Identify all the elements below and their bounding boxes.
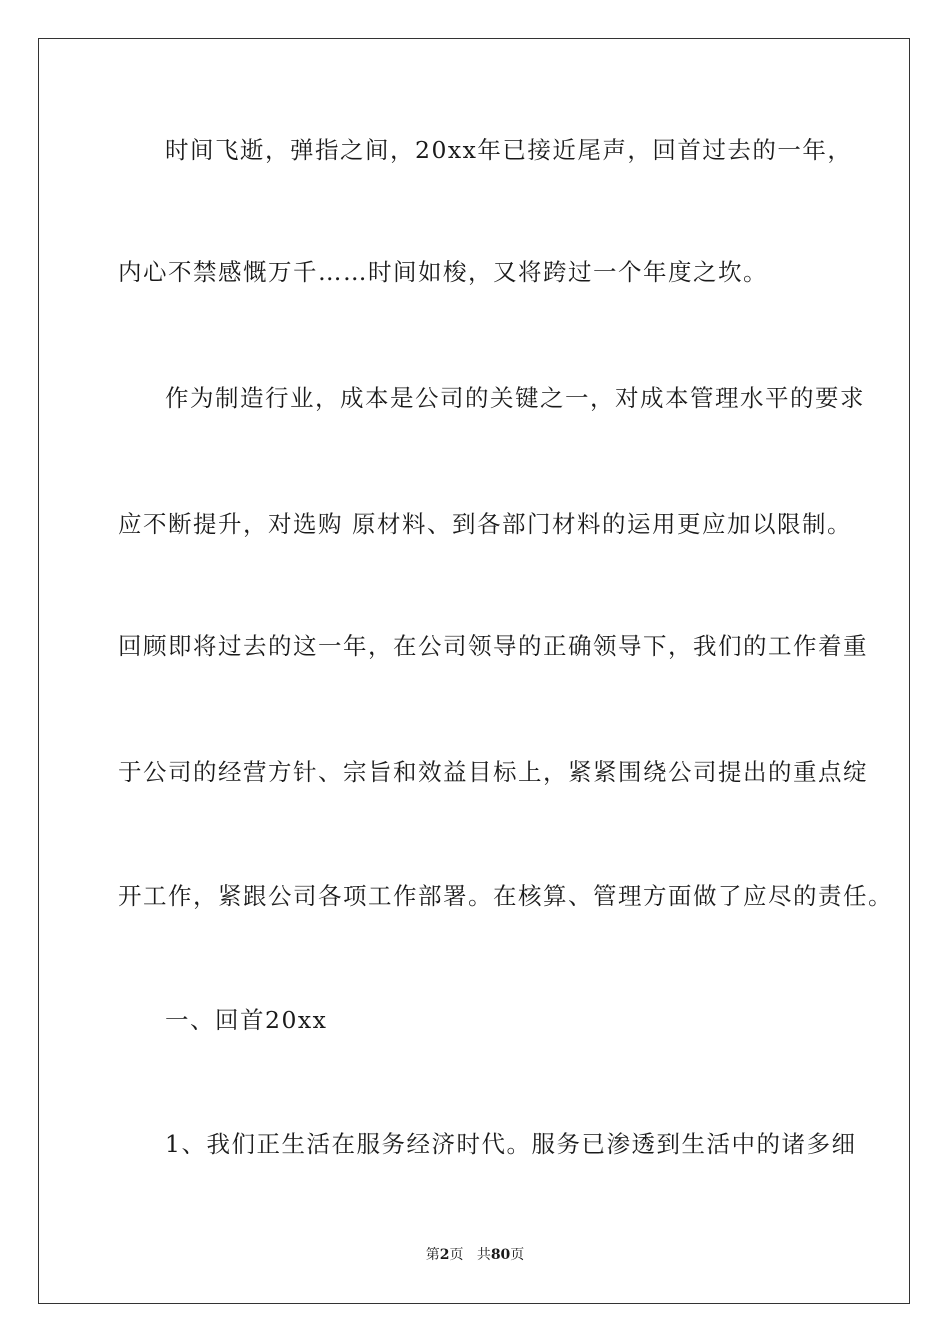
page-footer — [0, 1246, 950, 1264]
section-heading: 一、回首20xx — [165, 1006, 328, 1034]
paragraph-line-5: 回顾即将过去的这一年，在公司领导的正确领导下，我们的工作着重 — [118, 632, 868, 660]
paragraph-line-8: 1、我们正生活在服务经济时代。服务已渗透到生活中的诸多细 — [165, 1130, 857, 1158]
footer-total-unit: 页 — [510, 1247, 525, 1263]
footer-page-prefix: 第 — [425, 1247, 440, 1263]
paragraph-line-2: 内心不禁感慨万千……时间如梭，又将跨过一个年度之坎。 — [118, 258, 768, 286]
paragraph-line-6: 于公司的经营方针、宗旨和效益目标上，紧紧围绕公司提出的重点绽 — [118, 758, 868, 786]
page-border — [38, 38, 910, 1304]
paragraph-line-7: 开工作，紧跟公司各项工作部署。在核算、管理方面做了应尽的责任。 — [118, 882, 893, 910]
footer-page-number: 2 — [439, 1247, 450, 1263]
paragraph-line-3: 作为制造行业，成本是公司的关键之一，对成本管理水平的要求 — [165, 384, 865, 412]
footer-total-prefix: 共 — [476, 1247, 491, 1263]
paragraph-line-1: 时间飞逝，弹指之间，20xx年已接近尾声，回首过去的一年， — [165, 136, 853, 164]
paragraph-line-4: 应不断提升，对选购 原材料、到各部门材料的运用更应加以限制。 — [118, 510, 852, 538]
footer-total-pages: 80 — [490, 1247, 511, 1263]
footer-page-unit: 页 — [449, 1247, 464, 1263]
